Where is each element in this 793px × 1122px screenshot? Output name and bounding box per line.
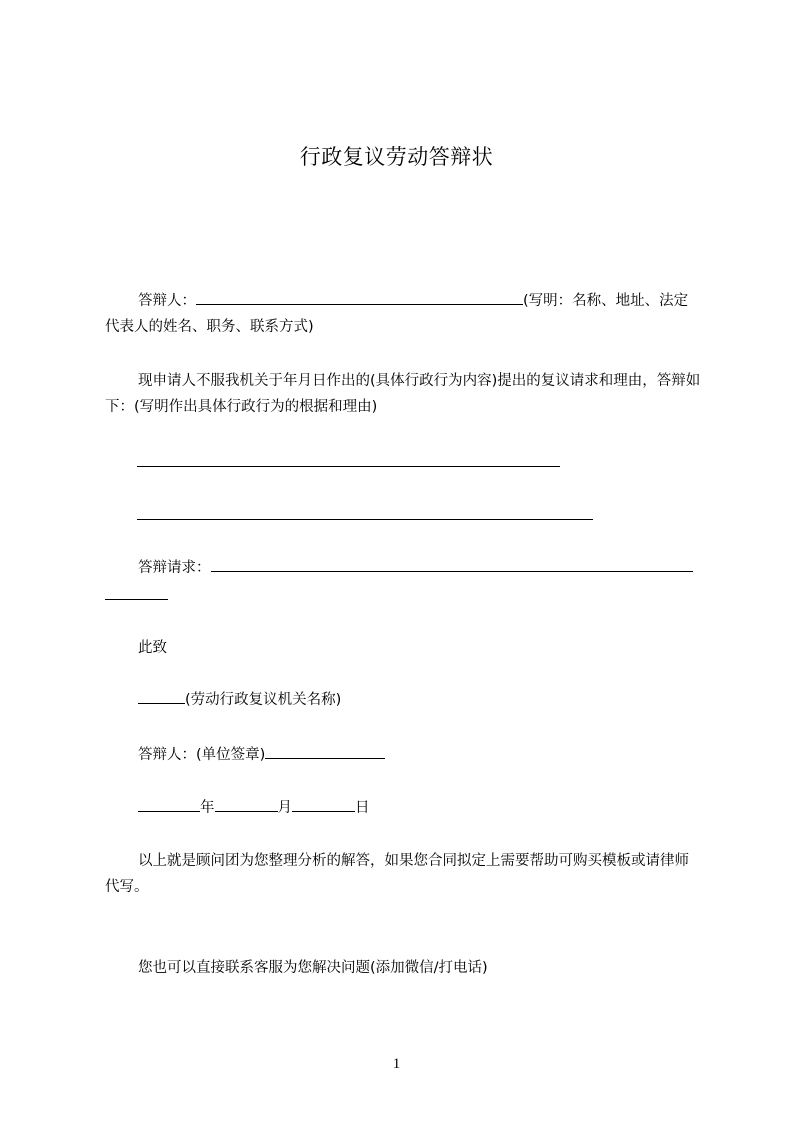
signature-label: 答辩人：(单位签章) [138, 747, 266, 763]
salutation: 此致 [138, 640, 167, 656]
respondent-block [105, 288, 701, 340]
respondent-blank [196, 289, 523, 305]
date-day-label: 日 [355, 800, 370, 816]
reply-paragraph: 现申请人不服我机关于年月日作出的(具体行政行为内容)提出的复议请求和理由，答辩如下：(写明作出具体行政行为的根据和理由) [105, 373, 701, 415]
request-label: 答辩请求： [138, 560, 211, 576]
month-blank [215, 796, 278, 812]
date-month-label: 月 [277, 800, 292, 816]
closing-paragraph: 以上就是顾问团为您整理分析的解答，如果您合同拟定上需要帮助可购买模板或请律师代写。 [105, 853, 689, 895]
year-blank [138, 796, 200, 812]
authority-blank [138, 688, 185, 704]
respondent-label: 答辩人： [138, 293, 196, 309]
day-blank [292, 796, 355, 812]
respondent-note: (写明：名称、地址、法定代表人的姓名、职务、联系方式) [105, 293, 689, 335]
reason-blank-line-2 [137, 519, 593, 520]
date-year-label: 年 [200, 800, 215, 816]
contact-paragraph: 您也可以直接联系客服为您解决问题(添加微信/打电话) [138, 960, 488, 976]
reason-blank-line-1 [137, 466, 560, 467]
authority-note: (劳动行政复议机关名称) [185, 692, 342, 708]
date-block [105, 795, 701, 821]
request-blank-continuation [105, 599, 168, 600]
request-blank [211, 556, 693, 572]
document-title: 行政复议劳动答辩状 [299, 145, 494, 169]
signature-block [105, 742, 701, 768]
request-block [105, 555, 701, 581]
signature-blank [265, 743, 385, 759]
authority-block [105, 687, 701, 713]
page-number: 1 [392, 1056, 401, 1072]
